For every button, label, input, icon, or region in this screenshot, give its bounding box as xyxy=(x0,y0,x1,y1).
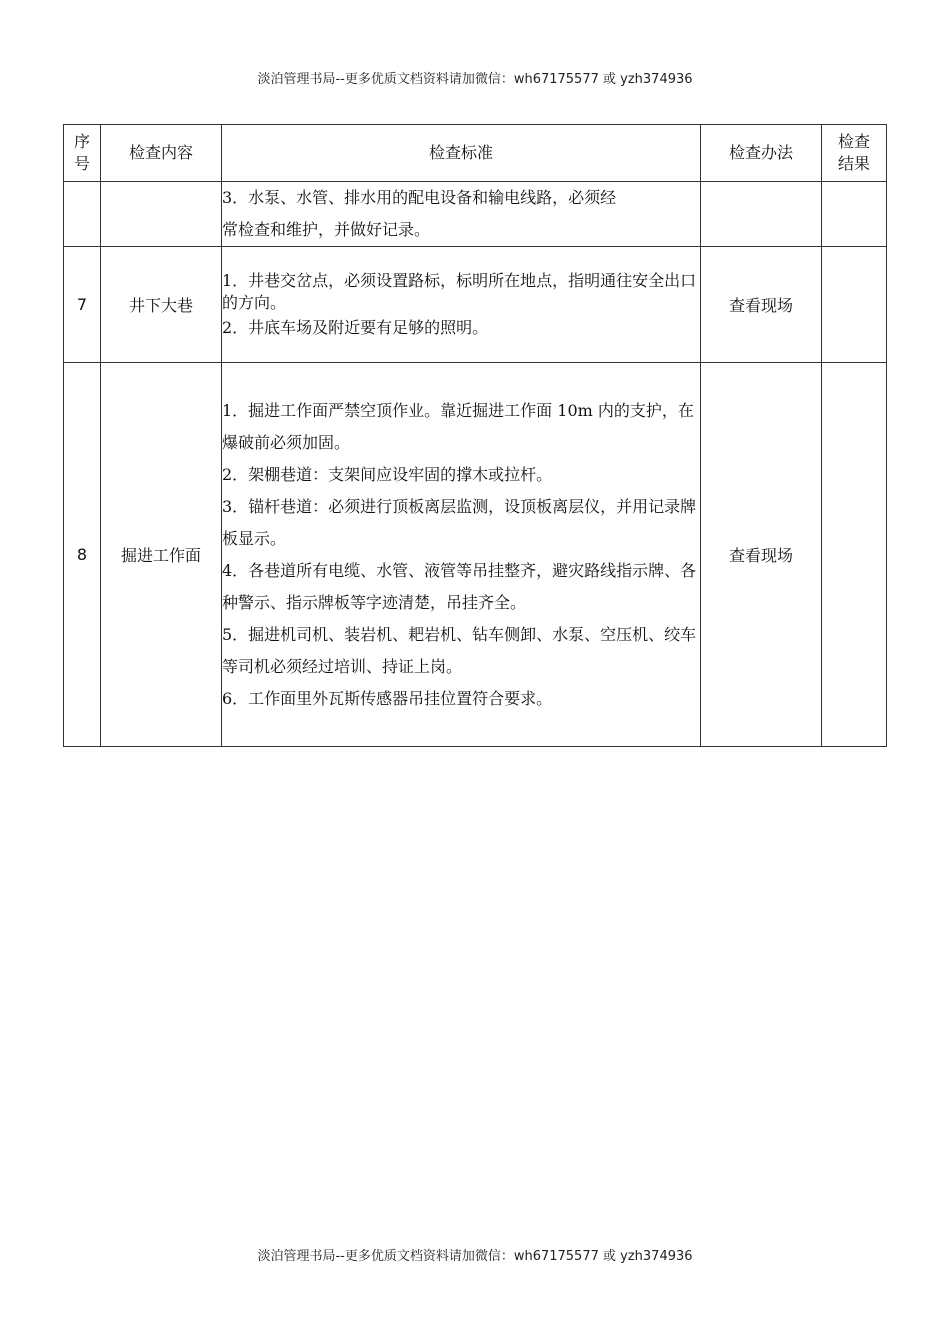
header-standard: 检查标准 xyxy=(222,125,701,182)
header-item: 检查内容 xyxy=(101,125,222,182)
row-result-cell xyxy=(822,182,887,247)
page-footer-text: 淡泊管理书局--更多优质文档资料请加微信：wh67175577 或 yzh374936 xyxy=(257,1249,693,1264)
row-standard xyxy=(222,182,701,247)
header-seq xyxy=(64,125,101,182)
header-result xyxy=(822,125,887,182)
table-header-row xyxy=(64,125,887,182)
standard-line: 3．水泵、水管、排水用的配电设备和输电线路，必须经 xyxy=(222,188,617,207)
standard-line: 1．井巷交岔点，必须设置路标，标明所在地点，指明通往安全出口的方向。 xyxy=(222,271,697,312)
row-item xyxy=(101,182,222,247)
standard-line: 5．掘进机司机、装岩机、耙岩机、钻车侧卸、水泵、空压机、绞车等司机必须经过培训、持证上岗。 xyxy=(222,624,697,676)
standard-line: 3．锚杆巷道：必须进行顶板离层监测，设顶板离层仪，并用记录牌板显示。 xyxy=(222,496,697,548)
table-row xyxy=(64,363,887,747)
table-row xyxy=(64,182,887,247)
standard-line: 4．各巷道所有电缆、水管、液管等吊挂整齐，避灾路线指示牌、各种警示、指示牌板等字迹清楚，吊挂齐全。 xyxy=(222,560,697,612)
header-result-line1: 检查 xyxy=(837,132,870,151)
header-seq-line1: 序 xyxy=(73,132,90,151)
standard-line: 2．架棚巷道：支架间应设牢固的撑木或拉杆。 xyxy=(222,464,553,484)
row-seq xyxy=(64,182,101,247)
row-seq: 7 xyxy=(64,247,101,363)
page-header-text: 淡泊管理书局--更多优质文档资料请加微信：wh67175577 或 yzh374936 xyxy=(257,72,693,87)
standard-line: 1．掘进工作面严禁空顶作业。靠近掘进工作面 10m 内的支护，在爆破前必须加固。 xyxy=(222,400,694,452)
header-result-line2: 结果 xyxy=(837,154,870,173)
row-method: 查看现场 xyxy=(701,363,822,747)
row-seq: 8 xyxy=(64,363,101,747)
row-item: 掘进工作面 xyxy=(101,363,222,747)
header-method: 检查办法 xyxy=(701,125,822,182)
row-result-cell xyxy=(822,363,887,747)
row-standard xyxy=(222,363,701,747)
standard-line: 常检查和维护，并做好记录。 xyxy=(222,220,431,239)
row-method: 查看现场 xyxy=(701,247,822,363)
standard-line: 2．井底车场及附近要有足够的照明。 xyxy=(222,318,489,337)
inspection-checklist-table xyxy=(63,124,887,747)
table-row xyxy=(64,247,887,363)
row-item: 井下大巷 xyxy=(101,247,222,363)
row-standard xyxy=(222,247,701,363)
header-seq-line2: 号 xyxy=(73,154,90,173)
standard-line: 6．工作面里外瓦斯传感器吊挂位置符合要求。 xyxy=(222,688,553,708)
row-method xyxy=(701,182,822,247)
row-result-cell xyxy=(822,247,887,363)
